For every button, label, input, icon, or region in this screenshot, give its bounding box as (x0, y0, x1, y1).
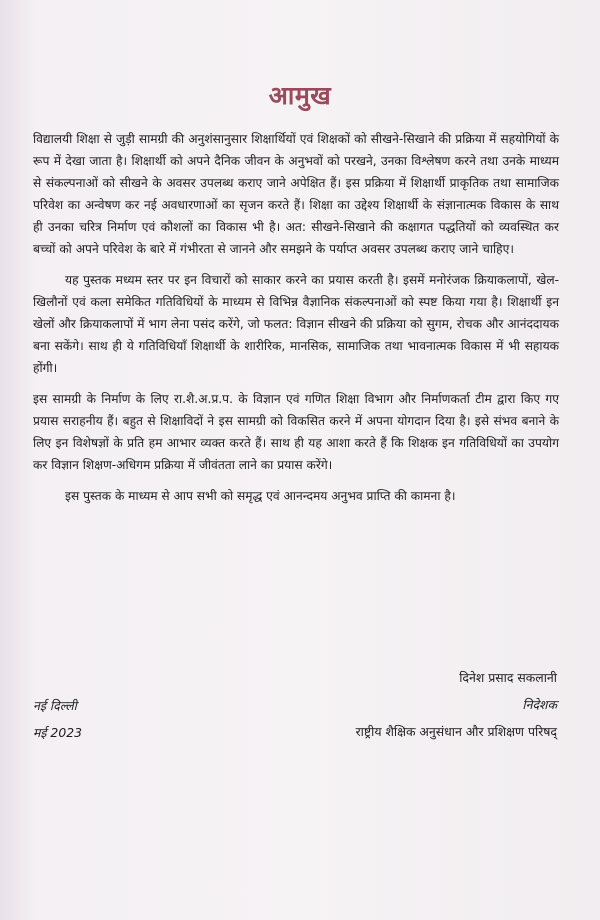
page-title: आमुख (268, 81, 332, 110)
paragraph-3: इस सामग्री के निर्माण के लिए रा.शै.अ.प्र.प. के विज्ञान एवं गणित शिक्षा विभाग और निर्माणकर्ता टीम द्वारा किए गए प्रयास सराहनीय हैं। बहुत से शिक्षाविदों ने इस सामग्री को विकसित करने में अपना योगदान दिया है। इसे संभव बनाने के लिए इन विशेषज्ञों के प्रति हम आभार व्यक्त करते हैं। साथ ही यह आशा करते हैं कि शिक्षक इन गतिविधियों का उपयोग कर विज्ञान शिक्षण-अधिगम प्रक्रिया में जीवंतता लाने का प्रयास करेंगे। (33, 392, 559, 472)
place-date-block (33, 692, 82, 746)
signatory-organization: राष्ट्रीय शैक्षिक अनुसंधान और प्रशिक्षण परिषद् (355, 724, 557, 739)
foreword-body (33, 128, 559, 516)
signatory-name: दिनेश प्रसाद सकलानी (459, 670, 557, 685)
signature-block (237, 664, 557, 745)
paragraph-4: इस पुस्तक के माध्यम से आप सभी को समृद्ध एवं आनन्दमय अनुभव प्राप्ति की कामना है। (65, 489, 456, 503)
paragraph-2: यह पुस्तक मध्यम स्तर पर इन विचारों को साकार करने का प्रयास करती है। इसमें मनोरंजक क्रियाकलापों, खेल-खिलौनों एवं कला समेकित गतिविधियों के माध्यम से विभिन्न वैज्ञानिक संकल्पनाओं को स्पष्ट किया गया है। शिक्षार्थी इन खेलों और क्रियाकलापों में भाग लेना पसंद करेंगे, जो फलत: विज्ञान सीखने की प्रक्रिया को सुगम, रोचक और आनंददायक बना सकेंगे। साथ ही ये गतिविधियाँ शिक्षार्थी के शारीरिक, मानसिक, सामाजिक तथा भावनात्मक विकास में भी सहायक होंगी। (33, 273, 559, 375)
paragraph-1: विद्यालयी शिक्षा से जुड़ी सामग्री की अनुशंसानुसार शिक्षार्थियों एवं शिक्षकों को सीखने-सिखाने की प्रक्रिया में सहयोगियों के रूप में देखा जाता है। शिक्षार्थी को अपने दैनिक जीवन के अनुभवों को परखने, उनका विश्लेषण करने तथा उनके माध्यम से संकल्पनाओं को सीखने के अवसर उपलब्ध कराए जाने अपेक्षित हैं। इस प्रक्रिया में शिक्षार्थी प्राकृतिक तथा सामाजिक परिवेश का अन्वेषण कर नई अवधारणाओं का सृजन करते हैं। शिक्षा का उद्देश्य शिक्षार्थी के संज्ञानात्मक विकास के साथ ही उनका चरित्र निर्माण एवं कौशलों का विकास भी है। अत: सीखने-सिखाने की कक्षागत पद्धतियों को व्यवस्थित कर बच्चों को अपने परिवेश के बारे में गंभीरता से जानने और समझने के पर्याप्त अवसर उपलब्ध कराए जाने चाहिए। (33, 132, 559, 256)
place: नई दिल्ली (33, 698, 77, 713)
signatory-role: निदेशक (522, 697, 557, 712)
date: मई 2023 (33, 725, 82, 740)
